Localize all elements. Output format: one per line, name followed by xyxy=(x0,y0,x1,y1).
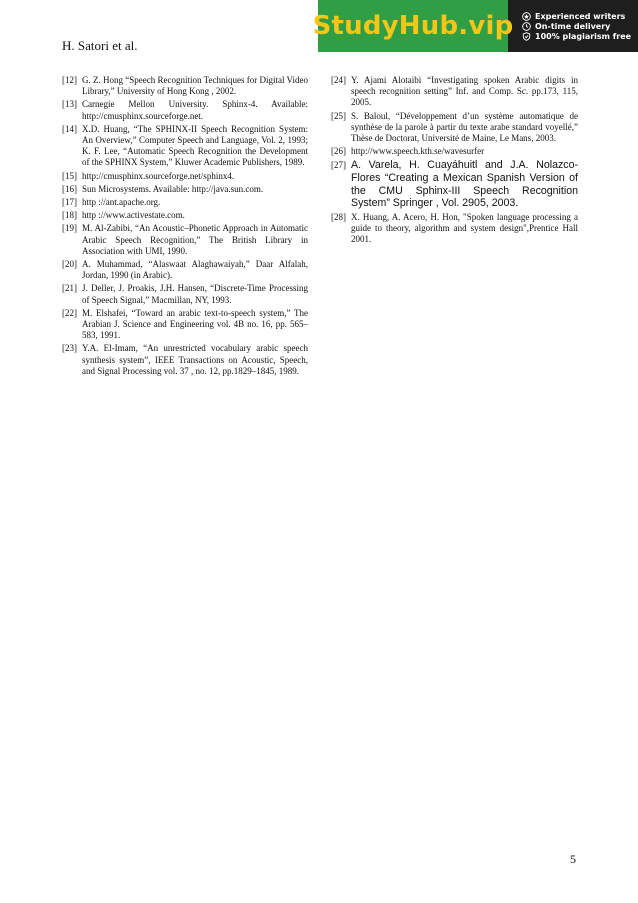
reference-number: [18] xyxy=(62,210,77,221)
ad-feature-label: 100% plagiarism free xyxy=(535,31,632,41)
reference-number: [24] xyxy=(331,75,346,85)
shield-icon xyxy=(522,32,531,41)
ad-feature-item xyxy=(522,32,638,41)
reference-number: [25] xyxy=(331,110,346,121)
running-head: H. Satori et al. xyxy=(62,38,138,53)
reference-text: X.D. Huang, “The SPHINX-II Speech Recognition System: An Overview,” Computer Speech and Language, Vol. 2, 1993; K. F. Lee, “Automatic Speech Recognition the Development of the SPHINX System,” Kluwer Academic Publishers, 1989. xyxy=(82,123,308,168)
reference-item xyxy=(62,75,308,97)
reference-item xyxy=(62,171,308,182)
reference-item xyxy=(331,111,578,145)
reference-item xyxy=(331,212,578,246)
reference-text: http://cmusphinx.sourceforge.net/sphinx4. xyxy=(82,170,235,181)
reference-number: [13] xyxy=(62,99,77,110)
reference-text: S. Baloul, “Développement d’un système automatique de synthèse de la parole à partir du texte arabe standard voyellé,” Thèse de Doctorat, Université de Maine, Le Mans, 2003. xyxy=(351,110,578,144)
references-right-column xyxy=(331,75,578,247)
reference-text: M. Al-Zabibi, “An Acoustic–Phonetic Approach in Automatic Arabic Speech Recognition,” The British Library in Association with UMI, 1990. xyxy=(82,223,308,256)
reference-number: [17] xyxy=(62,197,77,208)
reference-item xyxy=(62,259,308,281)
reference-text: G. Z. Hong “Speech Recognition Techniques for Digital Video Library,” University of Hong Kong , 2002. xyxy=(82,75,308,97)
reference-text: M. Elshafei, “Toward an arabic text-to-speech system,” The Arabian J. Science and Engineering vol. 4B no. 16, pp. 565–583, 1991. xyxy=(82,307,308,341)
reference-text: J. Deller, J. Proakis, J.H. Hansen, “Discrete-Time Processing of Speech Signal,” Macmillan, NY, 1993. xyxy=(82,283,308,305)
reference-text: Sun Microsystems. Available: http://java.sun.com. xyxy=(82,183,264,194)
reference-item xyxy=(62,283,308,305)
reference-number: [15] xyxy=(62,170,77,181)
reference-text: X. Huang, A. Acero, H. Hon, "Spoken language processing a guide to theory, algorithm and system design",Prentice Hall 2001. xyxy=(351,211,578,245)
reference-text: http://www.speech.kth.se/wavesurfer xyxy=(351,146,485,157)
reference-number: [12] xyxy=(62,75,77,85)
reference-item xyxy=(62,223,308,257)
reference-item xyxy=(62,197,308,208)
ad-feature-list xyxy=(508,0,638,52)
reference-item xyxy=(62,124,308,169)
reference-item xyxy=(62,210,308,221)
reference-item xyxy=(331,146,578,157)
reference-text: Carnegie Mellon University. Sphinx-4. Available: http://cmusphinx.sourceforge.net. xyxy=(82,99,308,121)
reference-number: [21] xyxy=(62,283,77,294)
reference-number: [14] xyxy=(62,123,77,134)
star-icon xyxy=(522,12,531,21)
reference-text: A. Muhammad, “Alaswaat Alaghawaiyah,” Daar Alfalah, Jordan, 1990 (in Arabic). xyxy=(82,259,308,281)
reference-item xyxy=(331,159,578,209)
studyhub-ad-banner[interactable] xyxy=(312,0,638,52)
ad-feature-item xyxy=(522,22,638,31)
page-number: 5 xyxy=(570,852,576,866)
reference-item xyxy=(62,308,308,342)
reference-text: http ://ant.apache.org. xyxy=(82,197,161,208)
ad-feature-item xyxy=(522,12,638,21)
reference-text: http ://www.activestate.com. xyxy=(82,210,185,221)
reference-item xyxy=(331,75,578,109)
clock-icon xyxy=(522,22,531,31)
reference-text: Y. Ajami Alotaibi “Investigating spoken Arabic digits in speech recognition setting” Inf. and Comp. Sc. pp.173, 115, 2005. xyxy=(351,75,578,108)
ad-brand-logo[interactable]: StudyHub.vip xyxy=(318,0,508,52)
reference-number: [26] xyxy=(331,146,346,157)
reference-item xyxy=(62,343,308,377)
references-left-column xyxy=(62,75,308,379)
reference-number: [27] xyxy=(331,160,346,171)
reference-text: Y.A. El-Imam, “An unrestricted vocabulary arabic speech synthesis system”, IEEE Transactions on Acoustic, Speech, and Signal Processing vol. 37 , no. 12, pp.1829–1845, 1989. xyxy=(82,343,308,376)
ad-feature-label: Experienced writers xyxy=(535,11,626,21)
reference-item xyxy=(62,184,308,195)
reference-number: [22] xyxy=(62,307,77,318)
reference-number: [20] xyxy=(62,259,77,270)
reference-item xyxy=(62,99,308,121)
reference-number: [19] xyxy=(62,223,77,234)
ad-feature-label: On-time delivery xyxy=(535,21,611,31)
reference-number: [16] xyxy=(62,183,77,194)
reference-text: A. Varela, H. Cuayáhuitl and J.A. Nolazco-Flores “Creating a Mexican Spanish Version of the CMU Sphinx-III Speech Recognition System” Springer , Vol. 2905, 2003. xyxy=(351,159,578,210)
reference-number: [28] xyxy=(331,211,346,222)
reference-number: [23] xyxy=(62,343,77,354)
